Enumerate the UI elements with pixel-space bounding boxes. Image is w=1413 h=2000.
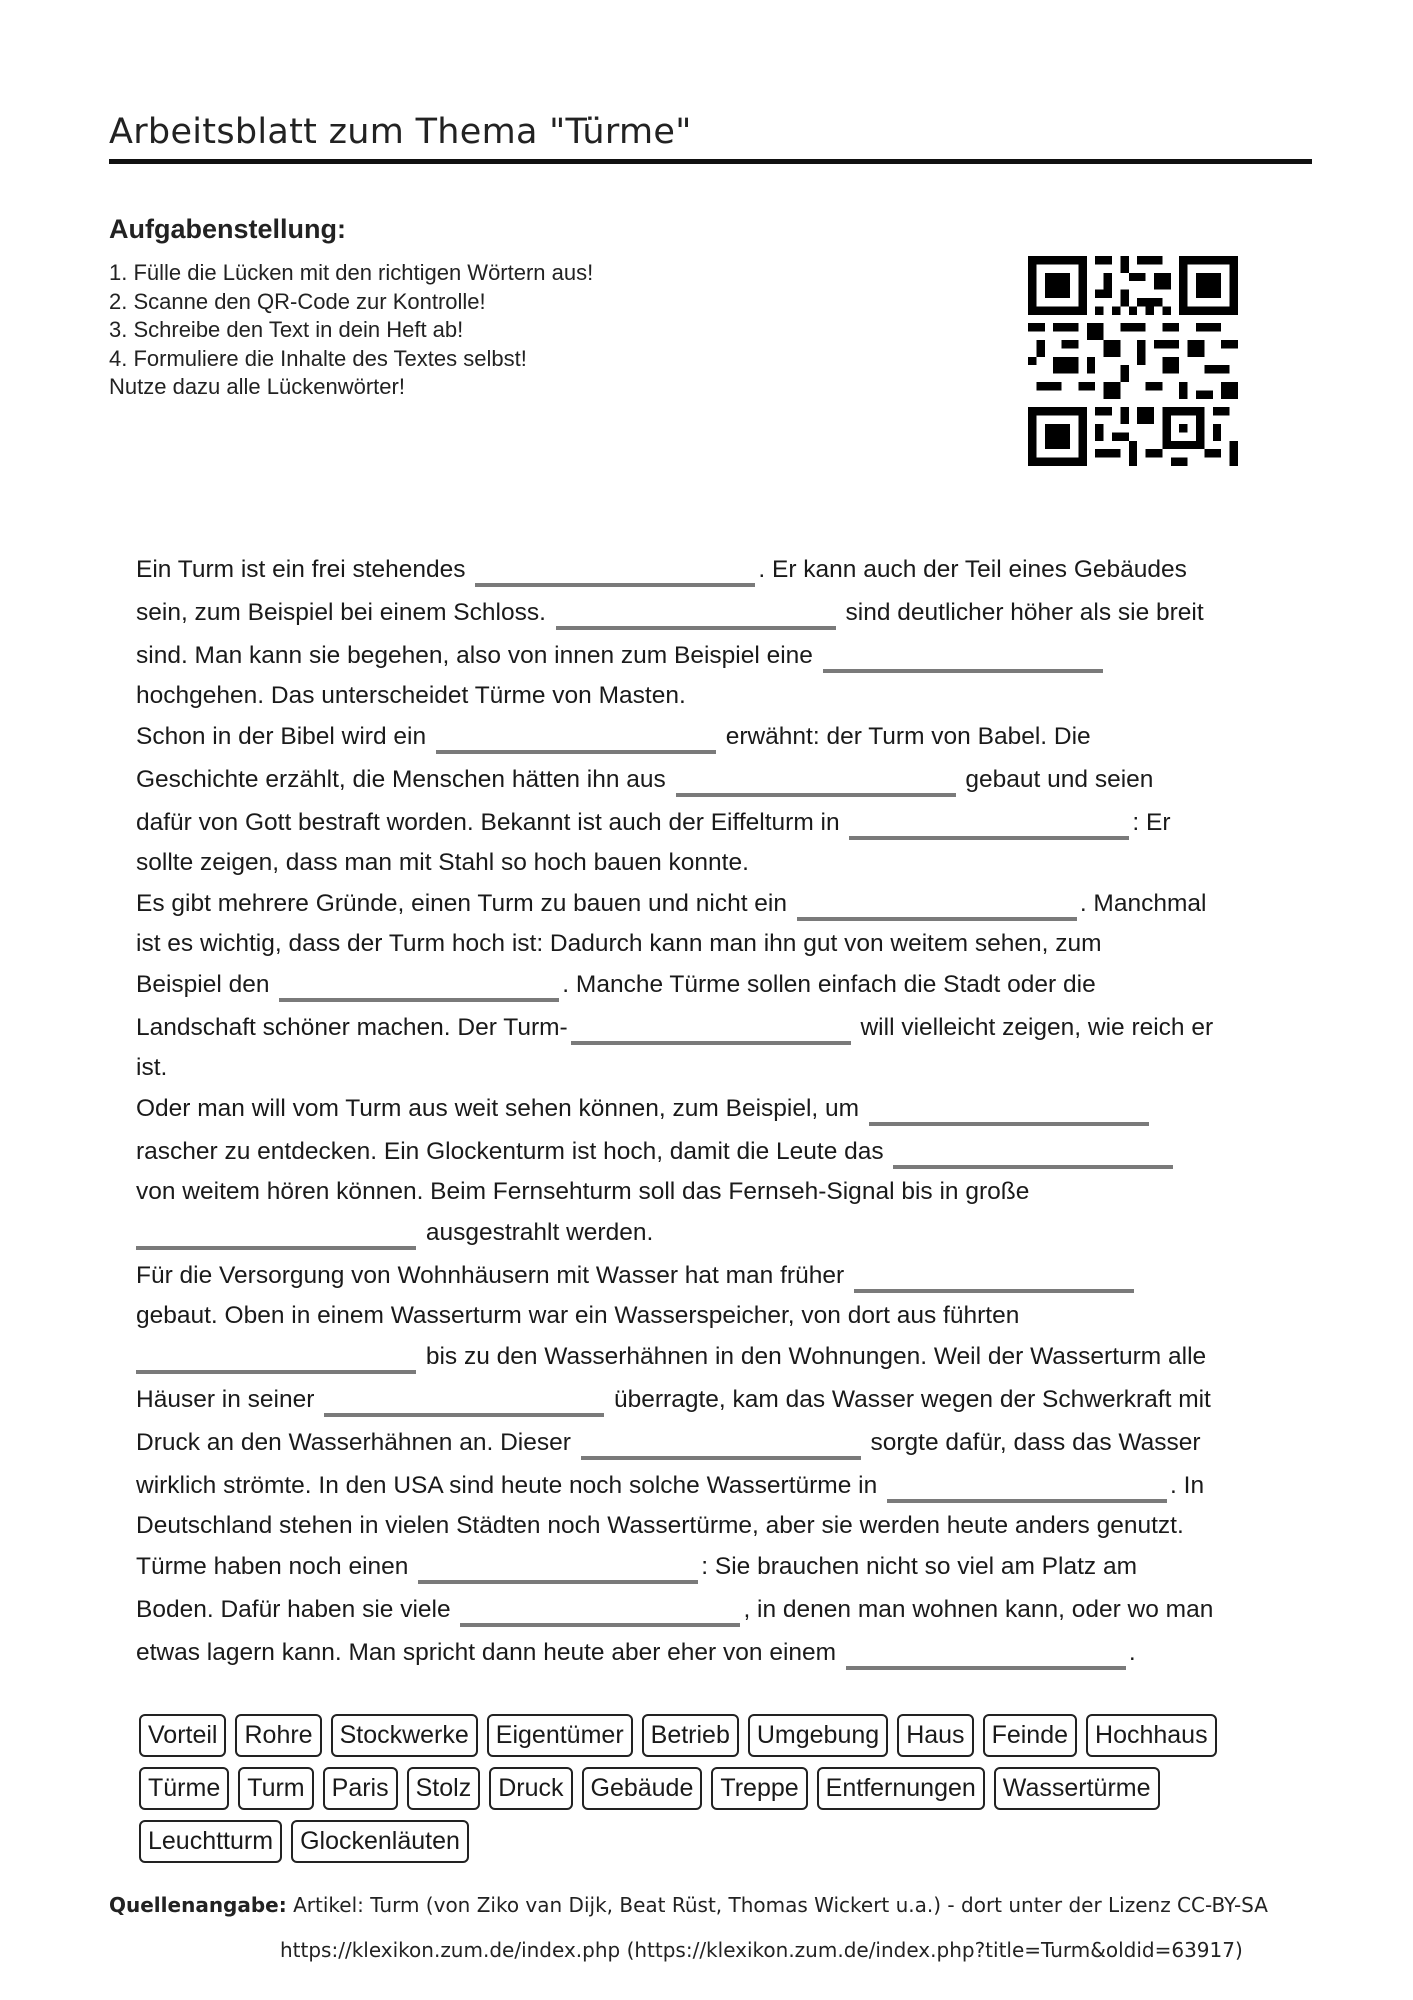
gap-blank[interactable]: [136, 1370, 416, 1374]
text-segment: Türme haben noch einen: [136, 1553, 409, 1580]
text-segment: Boden. Dafür haben sie viele: [136, 1596, 451, 1623]
text-segment: Beispiel den: [136, 971, 270, 998]
text-segment: . In: [1170, 1472, 1205, 1499]
gap-blank[interactable]: [436, 750, 716, 754]
gap-blank[interactable]: [136, 1246, 416, 1250]
word-bank-row: [139, 1820, 1299, 1863]
task-item: 2. Scanne den QR-Code zur Kontrolle!: [109, 288, 486, 314]
text-segment: sein, zum Beispiel bei einem Schloss.: [136, 599, 546, 626]
task-item: 1. Fülle die Lücken mit den richtigen Wörtern aus!: [109, 260, 594, 285]
task-list: [109, 259, 593, 402]
text-segment: überragte, kam das Wasser wegen der Schwerkraft mit: [614, 1386, 1211, 1413]
word-chip[interactable]: Stolz: [407, 1767, 481, 1810]
word-chip[interactable]: Vorteil: [139, 1714, 226, 1757]
text-segment: gebaut. Oben in einem Wasserturm war ein Wasserspeicher, von dort aus führten: [136, 1302, 1020, 1329]
word-chip[interactable]: Leuchtturm: [139, 1820, 282, 1863]
text-segment: sollte zeigen, dass man mit Stahl so hoch bauen konnte.: [136, 849, 749, 876]
gap-blank[interactable]: [324, 1413, 604, 1417]
text-segment: ausgestrahlt werden.: [425, 1219, 654, 1246]
text-segment: Für die Versorgung von Wohnhäusern mit Wasser hat man früher: [136, 1262, 845, 1289]
text-segment: : Sie brauchen nicht so viel am Platz am: [701, 1553, 1137, 1580]
word-chip[interactable]: Haus: [897, 1714, 973, 1757]
task-item: Nutze dazu alle Lückenwörter!: [109, 374, 405, 399]
text-segment: . Manche Türme sollen einfach die Stadt oder die: [562, 971, 1096, 998]
text-segment: , in denen man wohnen kann, oder wo man: [743, 1596, 1214, 1623]
word-chip[interactable]: Stockwerke: [331, 1714, 478, 1757]
word-chip[interactable]: Umgebung: [748, 1714, 888, 1757]
text-segment: . Manchmal: [1079, 890, 1207, 917]
gap-blank[interactable]: [849, 836, 1129, 840]
gap-blank[interactable]: [797, 917, 1077, 921]
text-segment: dafür von Gott bestraft worden. Bekannt ist auch der Eiffelturm in: [136, 809, 840, 836]
text-segment: rascher zu entdecken. Ein Glockenturm ist hoch, damit die Leute das: [136, 1138, 884, 1165]
title-rule: [109, 159, 1312, 164]
source-label: Quellenangabe:: [109, 1893, 287, 1917]
cloze-text: [136, 548, 1316, 1674]
page-title: Arbeitsblatt zum Thema "Türme": [109, 112, 692, 152]
text-segment: etwas lagern kann. Man spricht dann heute aber eher von einem: [136, 1639, 837, 1666]
text-segment: .: [1128, 1639, 1136, 1666]
word-chip[interactable]: Eigentümer: [487, 1714, 633, 1757]
word-chip[interactable]: Gebäude: [582, 1767, 703, 1810]
text-segment: gebaut und seien: [965, 766, 1154, 793]
gap-blank[interactable]: [893, 1165, 1173, 1169]
text-segment: sorgte dafür, dass das Wasser: [870, 1429, 1201, 1456]
gap-blank[interactable]: [475, 583, 755, 587]
text-segment: Oder man will vom Turm aus weit sehen können, zum Beispiel, um: [136, 1095, 860, 1122]
qr-code-icon: [1028, 256, 1238, 466]
gap-blank[interactable]: [887, 1499, 1167, 1503]
word-chip[interactable]: Druck: [489, 1767, 572, 1810]
word-chip[interactable]: Entfernungen: [817, 1767, 985, 1810]
gap-blank[interactable]: [869, 1122, 1149, 1126]
source-citation: [109, 1893, 1268, 1917]
gap-blank[interactable]: [581, 1456, 861, 1460]
text-segment: will vielleicht zeigen, wie reich er: [860, 1014, 1214, 1041]
gap-blank[interactable]: [854, 1289, 1134, 1293]
task-item: 3. Schreibe den Text in dein Heft ab!: [109, 317, 464, 342]
text-segment: Häuser in seiner: [136, 1386, 315, 1413]
text-segment: ist es wichtig, dass der Turm hoch ist: Dadurch kann man ihn gut von weitem sehen, zum: [136, 930, 1102, 957]
word-chip[interactable]: Wassertürme: [994, 1767, 1160, 1810]
text-segment: Schon in der Bibel wird ein: [136, 723, 427, 750]
source-text: Artikel: Turm (von Ziko van Dijk, Beat Rüst, Thomas Wickert u.a.) - dort unter der Lizenz CC-BY-SA: [286, 1893, 1268, 1917]
word-bank: [139, 1714, 1299, 1873]
text-segment: Geschichte erzählt, die Menschen hätten ihn aus: [136, 766, 666, 793]
text-segment: ist.: [136, 1054, 168, 1081]
text-segment: sind deutlicher höher als sie breit: [845, 599, 1204, 626]
text-segment: hochgehen. Das unterscheidet Türme von Masten.: [136, 682, 686, 709]
source-url: https://klexikon.zum.de/index.php (https://klexikon.zum.de/index.php?title=Turm&oldid=63917): [280, 1938, 1243, 1962]
text-segment: sind. Man kann sie begehen, also von innen zum Beispiel eine: [136, 642, 813, 669]
gap-blank[interactable]: [846, 1666, 1126, 1670]
word-chip[interactable]: Rohre: [235, 1714, 321, 1757]
text-segment: Es gibt mehrere Gründe, einen Turm zu bauen und nicht ein: [136, 890, 787, 917]
text-segment: bis zu den Wasserhähnen in den Wohnungen. Weil der Wasserturm alle: [425, 1343, 1207, 1370]
word-chip[interactable]: Hochhaus: [1086, 1714, 1217, 1757]
text-segment: Druck an den Wasserhähnen an. Dieser: [136, 1429, 571, 1456]
text-segment: Ein Turm ist ein frei stehendes: [136, 556, 466, 583]
text-segment: erwähnt: der Turm von Babel. Die: [725, 723, 1091, 750]
word-chip[interactable]: Paris: [323, 1767, 398, 1810]
word-chip[interactable]: Betrieb: [642, 1714, 739, 1757]
gap-blank[interactable]: [823, 669, 1103, 673]
task-item: 4. Formuliere die Inhalte des Textes selbst!: [109, 345, 527, 371]
text-segment: . Er kann auch der Teil eines Gebäudes: [758, 556, 1187, 583]
gap-blank[interactable]: [460, 1623, 740, 1627]
gap-blank[interactable]: [676, 793, 956, 797]
gap-blank[interactable]: [571, 1041, 851, 1045]
text-segment: wirklich strömte. In den USA sind heute noch solche Wassertürme in: [136, 1472, 878, 1499]
gap-blank[interactable]: [418, 1580, 698, 1584]
word-chip[interactable]: Glockenläuten: [291, 1820, 469, 1863]
gap-blank[interactable]: [556, 626, 836, 630]
word-bank-row: [139, 1714, 1299, 1757]
word-chip[interactable]: Turm: [238, 1767, 313, 1810]
text-segment: : Er: [1132, 809, 1171, 836]
word-chip[interactable]: Türme: [139, 1767, 229, 1810]
word-bank-row: [139, 1767, 1299, 1810]
text-segment: Landschaft schöner machen. Der Turm-: [136, 1014, 568, 1041]
word-chip[interactable]: Feinde: [983, 1714, 1077, 1757]
word-chip[interactable]: Treppe: [711, 1767, 807, 1810]
gap-blank[interactable]: [279, 998, 559, 1002]
task-heading: Aufgabenstellung:: [109, 214, 346, 244]
text-segment: Deutschland stehen in vielen Städten noch Wassertürme, aber sie werden heute anders genutzt.: [136, 1512, 1184, 1539]
text-segment: von weitem hören können. Beim Fernsehturm soll das Fernseh-Signal bis in große: [136, 1178, 1030, 1205]
